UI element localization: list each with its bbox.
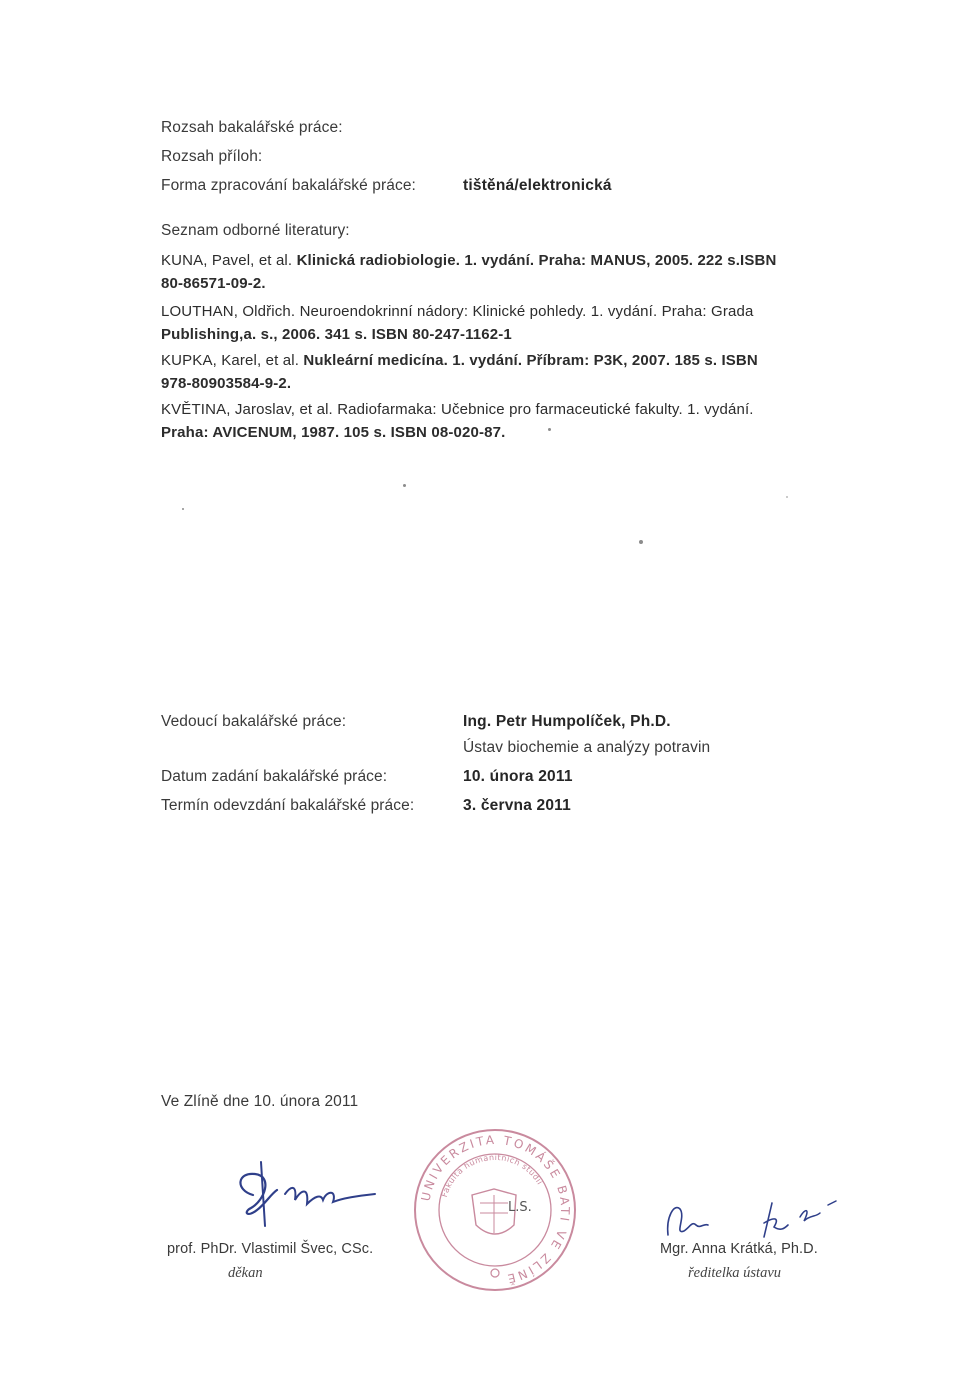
datum-zadani-value: 10. února 2011 — [463, 768, 573, 785]
stamp-ring-text: UNIVERZITA TOMÁŠE BATI VE ZLÍNĚ — [418, 1132, 573, 1287]
stamp-inner-text: Fakulta humanitních studií — [439, 1152, 545, 1199]
director-signature — [660, 1195, 850, 1245]
vedouci-value: Ing. Petr Humpolíček, Ph.D. — [463, 713, 671, 730]
forma-value: tištěná/elektronická — [463, 177, 612, 194]
ustav-value: Ústav biochemie a analýzy potravin — [463, 739, 711, 756]
reference-4-isbn: Praha: AVICENUM, 1987. 105 s. ISBN 08-020-87. — [161, 424, 506, 441]
reference-3-line1 — [161, 350, 758, 373]
reference-2-author: LOUTHAN, Oldřich. — [161, 303, 296, 320]
university-stamp — [410, 1125, 580, 1295]
place-date: Ve Zlíně dne 10. února 2011 — [161, 1093, 359, 1110]
reference-1-isbn: 80-86571-09-2. — [161, 275, 266, 292]
stamp-ls: L.S. — [508, 1200, 532, 1215]
termin-value: 3. června 2011 — [463, 797, 571, 814]
reference-3-isbn: 978-80903584-9-2. — [161, 375, 292, 392]
reference-1-author: KUNA, Pavel, et al. — [161, 252, 293, 269]
dean-name: prof. PhDr. Vlastimil Švec, CSc. — [167, 1241, 374, 1257]
reference-4-line1 — [161, 399, 754, 422]
director-name: Mgr. Anna Krátká, Ph.D. — [660, 1241, 818, 1257]
datum-zadani-label: Datum zadání bakalářské práce: — [161, 768, 388, 785]
rozsah-priloh-label: Rozsah příloh: — [161, 148, 263, 165]
reference-3-author: KUPKA, Karel, et al. — [161, 352, 300, 369]
scan-speck — [403, 484, 406, 487]
dean-role: děkan — [228, 1265, 263, 1281]
reference-1-line1 — [161, 250, 776, 273]
reference-2-line1 — [161, 301, 753, 324]
scan-speck — [182, 508, 184, 510]
scan-speck — [548, 428, 551, 431]
reference-3-title: Nukleární medicína. 1. vydání. Příbram: P3K, 2007. 185 s. ISBN — [303, 352, 758, 369]
literature-heading: Seznam odborné literatury: — [161, 222, 350, 239]
reference-2-title: Neuroendokrinní nádory: Klinické pohledy. 1. vydání. Praha: Grada — [299, 303, 754, 320]
reference-4-title: Radiofarmaka: Učebnice pro farmaceutické fakulty. 1. vydání. — [337, 401, 754, 418]
reference-4-line2 — [161, 422, 505, 445]
forma-label: Forma zpracování bakalářské práce: — [161, 177, 416, 194]
reference-1-line2 — [161, 273, 266, 296]
reference-2-line2 — [161, 324, 512, 347]
reference-3-line2 — [161, 373, 291, 396]
rozsah-prace-label: Rozsah bakalářské práce: — [161, 119, 343, 136]
reference-2-isbn: Publishing,a. s., 2006. 341 s. ISBN 80-247-1162-1 — [161, 326, 512, 343]
termin-label: Termín odevzdání bakalářské práce: — [161, 797, 415, 814]
vedouci-label: Vedoucí bakalářské práce: — [161, 713, 347, 730]
reference-4-author: KVĚTINA, Jaroslav, et al. — [161, 401, 333, 418]
scan-speck — [786, 496, 788, 498]
reference-1-title: Klinická radiobiologie. 1. vydání. Praha: MANUS, 2005. 222 s.ISBN — [296, 252, 777, 269]
scan-speck — [639, 540, 643, 544]
dean-signature — [225, 1160, 385, 1230]
director-role: ředitelka ústavu — [688, 1265, 782, 1281]
